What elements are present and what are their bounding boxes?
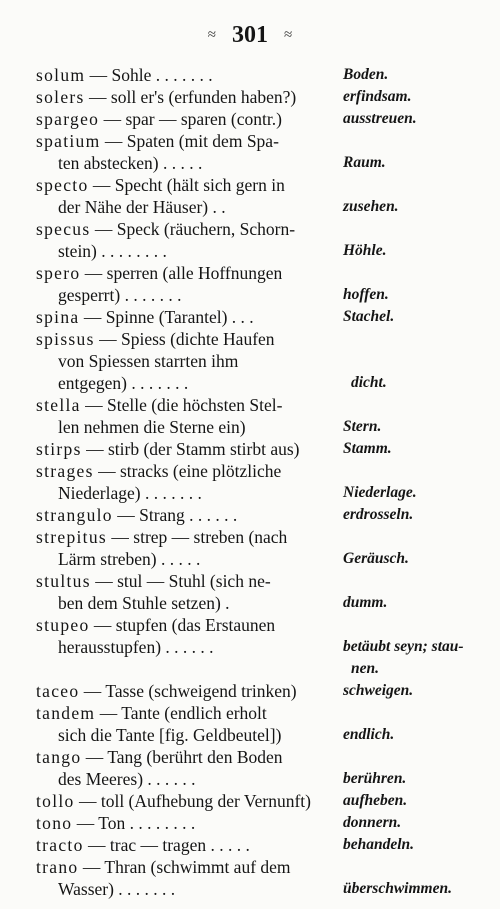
entry-line: [0, 856, 500, 878]
latin-headword: strangulo: [36, 505, 113, 525]
latin-headword: stultus: [36, 571, 91, 591]
german-translation: donnern.: [343, 814, 402, 831]
dictionary-entry: [0, 570, 500, 614]
page-number: 301: [232, 22, 268, 48]
mnemonic-text: Lärm streben) . . . . .: [58, 549, 201, 569]
dictionary-entry: [0, 812, 500, 834]
mnemonic-text: ten abstecken) . . . . .: [58, 153, 203, 173]
entry-line: [0, 658, 500, 680]
entry-line: [0, 570, 500, 592]
entry-line: [0, 504, 500, 526]
german-translation: Niederlage.: [343, 484, 417, 501]
ornament-right-icon: ≈: [284, 27, 293, 43]
mnemonic-text: herausstupfen) . . . . . .: [58, 637, 214, 657]
dictionary-entry: [0, 856, 500, 900]
dictionary-entry: [0, 526, 500, 570]
dictionary-entry: [0, 108, 500, 130]
entry-line: [0, 394, 500, 416]
dictionary-entry: [0, 746, 500, 790]
latin-headword: solers: [36, 87, 85, 107]
entry-line: [0, 614, 500, 636]
german-translation: Geräusch.: [343, 550, 409, 567]
dictionary-entry: [0, 394, 500, 438]
entry-line: [0, 636, 500, 658]
dictionary-entry: [0, 64, 500, 86]
entry-line: [0, 746, 500, 768]
german-translation: Stern.: [343, 418, 382, 435]
mnemonic-text: der Nähe der Häuser) . .: [58, 197, 226, 217]
latin-headword: spargeo: [36, 109, 100, 129]
entry-line: [0, 592, 500, 614]
dictionary-entry: [0, 130, 500, 174]
dictionary-entry: [0, 680, 500, 702]
dictionary-entry: [0, 790, 500, 812]
dictionary-entry: [0, 86, 500, 108]
entry-line: [0, 460, 500, 482]
german-translation: endlich.: [343, 726, 395, 743]
dictionary-entry: [0, 438, 500, 460]
latin-headword: specus: [36, 219, 91, 239]
mnemonic-text: — Tante (endlich erholt: [99, 703, 267, 723]
mnemonic-text: des Meeres) . . . . . .: [58, 769, 196, 789]
latin-headword: strages: [36, 461, 94, 481]
latin-headword: taceo: [36, 681, 80, 701]
page-header: [0, 22, 500, 49]
entry-line: [0, 812, 500, 834]
mnemonic-text: — stracks (eine plötzliche: [98, 461, 282, 481]
entry-line: [0, 152, 500, 174]
dictionary-entry: [0, 306, 500, 328]
entry-line: [0, 108, 500, 130]
mnemonic-text: — Tasse (schweigend trinken): [83, 681, 297, 701]
ornament-left-icon: ≈: [207, 27, 216, 43]
german-translation: überschwimmen.: [343, 880, 452, 897]
entry-line: [0, 878, 500, 900]
german-translation: dumm.: [343, 594, 388, 611]
mnemonic-text: ben dem Stuhle setzen) .: [58, 593, 230, 613]
mnemonic-text: len nehmen die Sterne ein): [58, 417, 246, 437]
latin-headword: tracto: [36, 835, 84, 855]
german-translation: zusehen.: [343, 198, 399, 215]
mnemonic-text: — Speck (räuchern, Schorn-: [94, 219, 296, 239]
mnemonic-text: — Specht (hält sich gern in: [92, 175, 285, 195]
entry-line: [0, 86, 500, 108]
entry-line: [0, 372, 500, 394]
german-translation: Raum.: [343, 154, 386, 171]
dictionary-entry: [0, 504, 500, 526]
mnemonic-text: — trac — tragen . . . . .: [88, 835, 250, 855]
mnemonic-text: — stul — Stuhl (sich ne-: [95, 571, 271, 591]
mnemonic-text: — sperren (alle Hoffnungen: [84, 263, 283, 283]
german-translation: Boden.: [343, 66, 389, 83]
german-translation: dicht.: [351, 374, 387, 391]
latin-headword: stella: [36, 395, 81, 415]
latin-headword: trano: [36, 857, 79, 877]
entry-line: [0, 790, 500, 812]
mnemonic-text: — stupfen (das Erstaunen: [93, 615, 276, 635]
dictionary-entry: [0, 328, 500, 394]
entry-line: [0, 328, 500, 350]
german-translation: betäubt seyn; stau-: [343, 638, 464, 655]
german-translation: erdrosseln.: [343, 506, 414, 523]
german-translation: berühren.: [343, 770, 407, 787]
entry-line: [0, 482, 500, 504]
dictionary-entry: [0, 834, 500, 856]
latin-headword: strepitus: [36, 527, 108, 547]
dictionary-entries: [0, 64, 500, 900]
mnemonic-text: — Spiess (dichte Haufen: [99, 329, 275, 349]
german-translation: Stachel.: [343, 308, 395, 325]
mnemonic-text: — Spinne (Tarantel) . . .: [83, 307, 254, 327]
latin-headword: tono: [36, 813, 73, 833]
latin-headword: specto: [36, 175, 89, 195]
latin-headword: tandem: [36, 703, 96, 723]
entry-line: [0, 416, 500, 438]
latin-headword: spissus: [36, 329, 95, 349]
german-translation: schweigen.: [343, 682, 414, 699]
latin-headword: tango: [36, 747, 82, 767]
dictionary-entry: [0, 218, 500, 262]
dictionary-entry: [0, 174, 500, 218]
entry-line: [0, 262, 500, 284]
german-translation: behandeln.: [343, 836, 415, 853]
mnemonic-text: von Spiessen starrten ihm: [58, 351, 239, 371]
german-translation: nen.: [351, 660, 379, 677]
entry-line: [0, 196, 500, 218]
mnemonic-text: — strep — streben (nach: [111, 527, 288, 547]
dictionary-entry: [0, 702, 500, 746]
mnemonic-text: — toll (Aufhebung der Vernunft): [78, 791, 311, 811]
entry-line: [0, 64, 500, 86]
entry-line: [0, 218, 500, 240]
mnemonic-text: sich die Tante [fig. Geldbeutel]): [58, 725, 282, 745]
entry-line: [0, 724, 500, 746]
entry-line: [0, 526, 500, 548]
mnemonic-text: Wasser) . . . . . . .: [58, 879, 176, 899]
latin-headword: stupeo: [36, 615, 90, 635]
latin-headword: spatium: [36, 131, 101, 151]
latin-headword: solum: [36, 65, 86, 85]
german-translation: Stamm.: [343, 440, 392, 457]
german-translation: aufheben.: [343, 792, 408, 809]
entry-line: [0, 438, 500, 460]
dictionary-entry: [0, 262, 500, 306]
mnemonic-text: — Spaten (mit dem Spa-: [104, 131, 279, 151]
entry-line: [0, 680, 500, 702]
mnemonic-text: entgegen) . . . . . . .: [58, 373, 189, 393]
entry-line: [0, 174, 500, 196]
dictionary-entry: [0, 614, 500, 680]
german-translation: Höhle.: [343, 242, 387, 259]
entry-line: [0, 350, 500, 372]
entry-line: [0, 834, 500, 856]
mnemonic-text: — Tang (berührt den Boden: [85, 747, 283, 767]
latin-headword: stirps: [36, 439, 82, 459]
entry-line: [0, 284, 500, 306]
mnemonic-text: — Thran (schwimmt auf dem: [82, 857, 291, 877]
german-translation: ausstreuen.: [343, 110, 417, 127]
latin-headword: spero: [36, 263, 81, 283]
latin-headword: spina: [36, 307, 80, 327]
latin-headword: tollo: [36, 791, 75, 811]
mnemonic-text: Niederlage) . . . . . . .: [58, 483, 202, 503]
entry-line: [0, 130, 500, 152]
mnemonic-text: — Strang . . . . . .: [117, 505, 238, 525]
mnemonic-text: — Stelle (die höchsten Stel-: [85, 395, 283, 415]
entry-line: [0, 702, 500, 724]
mnemonic-text: — soll er's (erfunden haben?): [89, 87, 297, 107]
mnemonic-text: gesperrt) . . . . . . .: [58, 285, 182, 305]
german-translation: hoffen.: [343, 286, 389, 303]
entry-line: [0, 240, 500, 262]
mnemonic-text: — stirb (der Stamm stirbt aus): [86, 439, 300, 459]
mnemonic-text: — spar — sparen (contr.): [103, 109, 282, 129]
entry-line: [0, 306, 500, 328]
german-translation: erfindsam.: [343, 88, 412, 105]
dictionary-entry: [0, 460, 500, 504]
mnemonic-text: — Sohle . . . . . . .: [89, 65, 213, 85]
entry-line: [0, 548, 500, 570]
mnemonic-text: stein) . . . . . . . .: [58, 241, 167, 261]
mnemonic-text: — Ton . . . . . . . .: [76, 813, 196, 833]
entry-line: [0, 768, 500, 790]
